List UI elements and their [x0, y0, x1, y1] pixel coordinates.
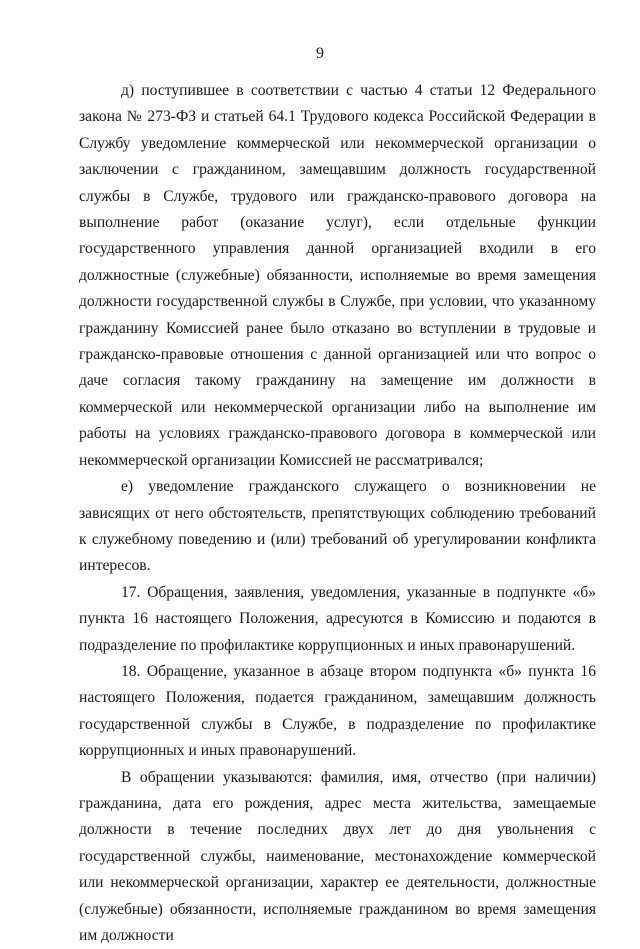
page-body [79, 78, 596, 949]
paragraph-d: д) поступившее в соответствии с частью 4 статьи 12 Федерального закона № 273-ФЗ и статьей 64.1 Трудового кодекса Российской Федерации в Службу уведомление коммерческой или некоммерческой организации о заключении с гражданином, замещавшим должность государственной службы в Службе, трудового или гражданско-правового договора на выполнение работ (оказание услуг), если отдельные функции государственного управления данной организацией входили в его должностные (служебные) обязанности, исполняемые во время замещения должности государственной службы в Службе, при условии, что указанному гражданину Комиссией ранее было отказано во вступлении в трудовые и гражданско-правовые отношения с данной организацией или что вопрос о даче согласия такому гражданину на замещение им должности в коммерческой или некоммерческой организации либо на выполнение им работы на условиях гражданско-правового договора в коммерческой или некоммерческой организации Комиссией не рассматривался; [79, 82, 596, 469]
paragraph-appeal-contents: В обращении указываются: фамилия, имя, отчество (при наличии) гражданина, дата его рождения, адрес места жительства, замещаемые должности в течение последних двух лет до дня увольнения с государственной службы, наименование, местонахождение коммерческой или некоммерческой организации, характер ее деятельности, должностные (служебные) обязанности, исполняемые гражданином во время замещения им должности [79, 768, 596, 944]
page-number: 9 [316, 45, 324, 62]
paragraph-17: 17. Обращения, заявления, уведомления, указанные в подпункте «б» пункта 16 настоящего Положения, адресуются в Комиссию и подаются в подразделение по профилактике коррупционных и иных правонарушений. [79, 583, 596, 654]
paragraph-e: е) уведомление гражданского служащего о возникновении не зависящих от него обстоятельств, препятствующих соблюдению требований к служебному поведению и (или) требований об урегулировании конфликта интересов. [79, 478, 596, 575]
paragraph-18: 18. Обращение, указанное в абзаце втором подпункта «б» пункта 16 настоящего Положения, подается гражданином, замещавшим должность государственной службы в Службе, в подразделение по профилактике коррупционных и иных правонарушений. [79, 662, 596, 760]
